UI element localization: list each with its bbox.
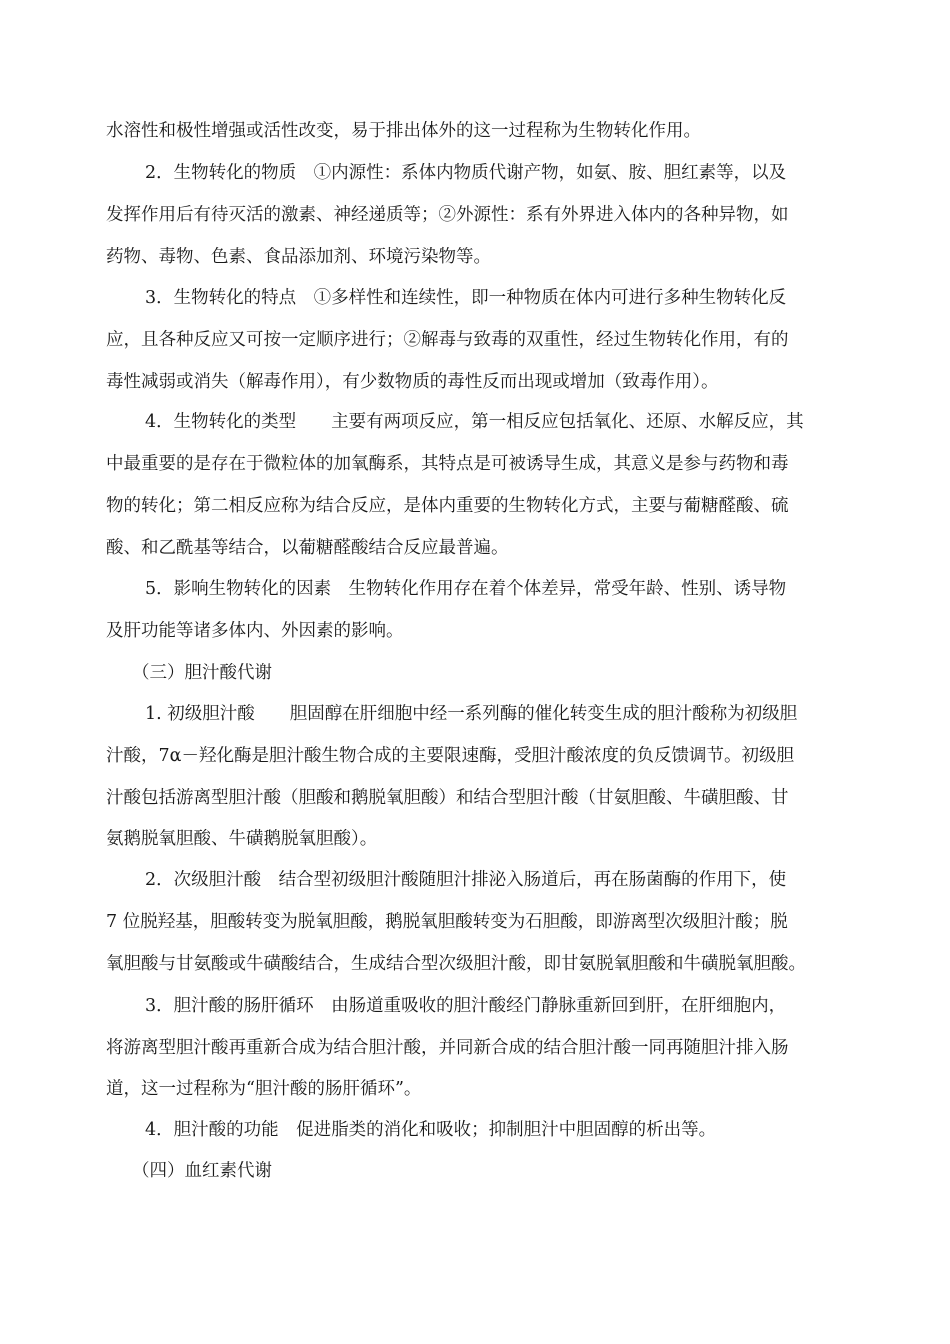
text-line: 2．次级胆汁酸 结合型初级胆汁酸随胆汁排泌入肠道后，再在肠菌酶的作用下，使 (145, 870, 787, 890)
text-line: 5．影响生物转化的因素 生物转化作用存在着个体差异，常受年龄、性别、诱导物 (145, 579, 787, 599)
text-line: 应，且各种反应又可按一定顺序进行；②解毒与致毒的双重性，经过生物转化作用，有的 (106, 330, 789, 350)
text-line: 道，这一过程称为“胆汁酸的肠肝循环”。 (106, 1079, 422, 1099)
text-line: 3．生物转化的特点 ①多样性和连续性，即一种物质在体内可进行多种生物转化反 (145, 288, 787, 308)
text-line: 氧胆酸与甘氨酸或牛磺酸结合，生成结合型次级胆汁酸，即甘氨脱氧胆酸和牛磺脱氧胆酸。 (106, 954, 806, 974)
text-line: 3．胆汁酸的肠肝循环 由肠道重吸收的胆汁酸经门静脉重新回到肝，在肝细胞内， (145, 996, 787, 1016)
text-line: 将游离型胆汁酸再重新合成为结合胆汁酸，并同新合成的结合胆汁酸一同再随胆汁排入肠 (106, 1038, 789, 1058)
text-line: 2．生物转化的物质 ①内源性：系体内物质代谢产物，如氨、胺、胆红素等，以及 (145, 163, 787, 183)
text-line: 7 位脱羟基，胆酸转变为脱氧胆酸，鹅脱氧胆酸转变为石胆酸，即游离型次级胆汁酸；脱 (106, 912, 788, 932)
section-heading: （四）血红素代谢 (132, 1161, 272, 1181)
text-line: 1. 初级胆汁酸 胆固醇在肝细胞中经一系列酶的催化转变生成的胆汁酸称为初级胆 (145, 704, 798, 724)
text-line: 4．胆汁酸的功能 促进脂类的消化和吸收；抑制胆汁中胆固醇的析出等。 (145, 1120, 717, 1140)
text-line: 毒性减弱或消失（解毒作用），有少数物质的毒性反而出现或增加（致毒作用）。 (106, 372, 719, 392)
text-line: 水溶性和极性增强或活性改变，易于排出体外的这一过程称为生物转化作用。 (106, 121, 701, 141)
text-line: 及肝功能等诸多体内、外因素的影响。 (106, 621, 404, 641)
text-line: 中最重要的是存在于微粒体的加氧酶系，其特点是可被诱导生成，其意义是参与药物和毒 (106, 454, 789, 474)
text-line: 药物、毒物、色素、食品添加剂、环境污染物等。 (106, 247, 491, 267)
text-line: 物的转化；第二相反应称为结合反应，是体内重要的生物转化方式，主要与葡糖醛酸、硫 (106, 496, 789, 516)
text-line: 氨鹅脱氧胆酸、牛磺鹅脱氧胆酸）。 (106, 829, 378, 849)
text-line: 酸、和乙酰基等结合，以葡糖醛酸结合反应最普遍。 (106, 538, 509, 558)
text-line: 汁酸包括游离型胆汁酸（胆酸和鹅脱氧胆酸）和结合型胆汁酸（甘氨胆酸、牛磺胆酸、甘 (106, 788, 789, 808)
text-line: 汁酸，7α－羟化酶是胆汁酸生物合成的主要限速酶，受胆汁酸浓度的负反馈调节。初级胆 (106, 746, 794, 766)
text-line: 4．生物转化的类型 主要有两项反应，第一相反应包括氧化、还原、水解反应，其 (145, 412, 804, 432)
text-line: 发挥作用后有待灭活的激素、神经递质等；②外源性：系有外界进入体内的各种异物，如 (106, 205, 789, 225)
section-heading: （三）胆汁酸代谢 (132, 663, 272, 683)
